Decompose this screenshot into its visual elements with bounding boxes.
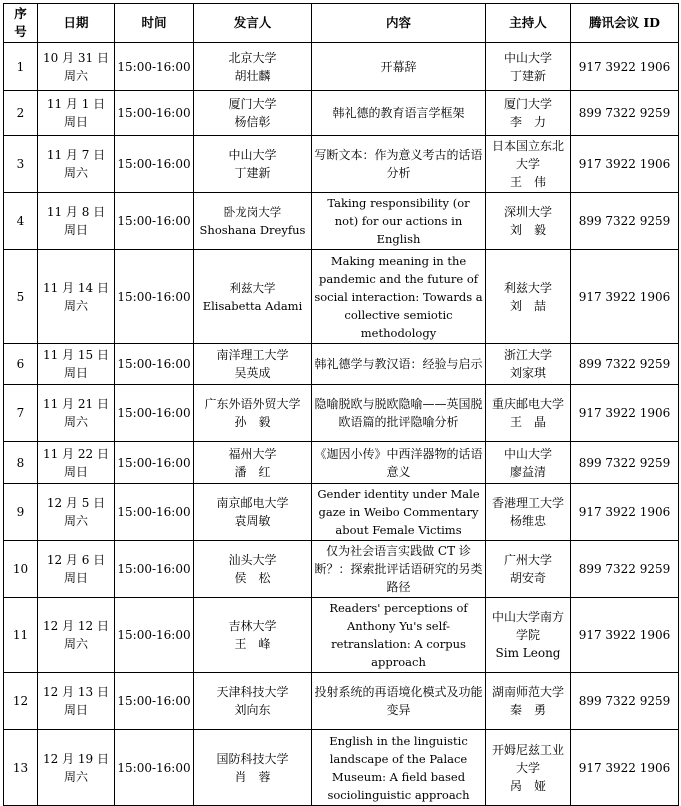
row-meeting-id: 899 7322 9259 (571, 91, 679, 136)
row-content: 《迦因小传》中西洋器物的话语意义 (312, 442, 486, 484)
row-host: 湖南师范大学 秦 勇 (486, 673, 571, 730)
row-content: 投射系统的再语境化模式及功能变异 (312, 673, 486, 730)
row-speaker: 天津科技大学 刘向东 (194, 673, 312, 730)
row-date: 11 月 22 日 周日 (38, 442, 115, 484)
row-date: 11 月 8 日 周日 (38, 193, 115, 250)
table-row (4, 730, 679, 806)
row-host: 中山大学 廖益清 (486, 442, 571, 484)
row-content: 写断文本：作为意义考古的话语分析 (312, 136, 486, 193)
row-date: 12 月 5 日 周六 (38, 484, 115, 541)
row-date: 11 月 7 日 周六 (38, 136, 115, 193)
row-date: 10 月 31 日 周六 (38, 43, 115, 91)
row-no: 2 (4, 91, 38, 136)
row-date: 12 月 13 日 周日 (38, 673, 115, 730)
row-time: 15:00-16:00 (115, 193, 194, 250)
row-meeting-id: 917 3922 1906 (571, 250, 679, 344)
row-host: 利兹大学 刘 喆 (486, 250, 571, 344)
row-time: 15:00-16:00 (115, 484, 194, 541)
table-row (4, 541, 679, 598)
row-no: 7 (4, 385, 38, 442)
row-date: 11 月 14 日 周六 (38, 250, 115, 344)
row-date: 12 月 12 日 周六 (38, 598, 115, 673)
table-row (4, 43, 679, 91)
row-speaker: 南京邮电大学 袁周敏 (194, 484, 312, 541)
row-meeting-id: 917 3922 1906 (571, 136, 679, 193)
row-host: 重庆邮电大学 王 晶 (486, 385, 571, 442)
row-speaker: 中山大学 丁建新 (194, 136, 312, 193)
row-no: 1 (4, 43, 38, 91)
row-meeting-id: 917 3922 1906 (571, 598, 679, 673)
row-host: 广州大学 胡安奇 (486, 541, 571, 598)
row-speaker: 福州大学 潘 红 (194, 442, 312, 484)
row-time: 15:00-16:00 (115, 442, 194, 484)
row-no: 11 (4, 598, 38, 673)
table-row (4, 193, 679, 250)
row-date: 11 月 1 日 周日 (38, 91, 115, 136)
row-host: 香港理工大学 杨维忠 (486, 484, 571, 541)
row-time: 15:00-16:00 (115, 91, 194, 136)
row-speaker: 利兹大学 Elisabetta Adami (194, 250, 312, 344)
row-host: 开姆尼兹工业大学 呙 娅 (486, 730, 571, 806)
row-host: 中山大学 丁建新 (486, 43, 571, 91)
header-content: 内容 (312, 4, 486, 43)
table-row (4, 344, 679, 385)
table-row (4, 442, 679, 484)
row-host: 日本国立东北大学 王 伟 (486, 136, 571, 193)
row-host: 中山大学南方学院 Sim Leong (486, 598, 571, 673)
row-content: 韩礼德的教育语言学框架 (312, 91, 486, 136)
row-no: 8 (4, 442, 38, 484)
row-no: 5 (4, 250, 38, 344)
row-time: 15:00-16:00 (115, 598, 194, 673)
row-speaker: 吉林大学 王 峰 (194, 598, 312, 673)
row-content: 韩礼德学与教汉语：经验与启示 (312, 344, 486, 385)
row-meeting-id: 899 7322 9259 (571, 673, 679, 730)
row-time: 15:00-16:00 (115, 385, 194, 442)
row-no: 13 (4, 730, 38, 806)
table-row (4, 250, 679, 344)
row-meeting-id: 917 3922 1906 (571, 43, 679, 91)
row-host: 深圳大学 刘 毅 (486, 193, 571, 250)
row-date: 12 月 6 日 周日 (38, 541, 115, 598)
row-content: Taking responsibility (or not) for our actions in English (312, 193, 486, 250)
row-date: 12 月 19 日 周六 (38, 730, 115, 806)
row-host: 浙江大学 刘家琪 (486, 344, 571, 385)
row-content: Gender identity under Male gaze in Weibo Commentary about Female Victims (312, 484, 486, 541)
header-date: 日期 (38, 4, 115, 43)
table-row (4, 385, 679, 442)
header-no: 序 号 (4, 4, 38, 43)
row-speaker: 厦门大学 杨信彰 (194, 91, 312, 136)
row-no: 4 (4, 193, 38, 250)
row-host: 厦门大学 李 力 (486, 91, 571, 136)
row-time: 15:00-16:00 (115, 344, 194, 385)
row-date: 11 月 21 日 周六 (38, 385, 115, 442)
row-meeting-id: 917 3922 1906 (571, 385, 679, 442)
header-speaker: 发言人 (194, 4, 312, 43)
row-content: English in the linguistic landscape of the Palace Museum: A field based sociolinguistic approach (312, 730, 486, 806)
row-no: 3 (4, 136, 38, 193)
row-no: 9 (4, 484, 38, 541)
row-speaker: 汕头大学 侯 松 (194, 541, 312, 598)
table-row (4, 673, 679, 730)
row-no: 6 (4, 344, 38, 385)
header-host: 主持人 (486, 4, 571, 43)
row-content: Readers' perceptions of Anthony Yu's self-retranslation: A corpus approach (312, 598, 486, 673)
row-meeting-id: 917 3922 1906 (571, 730, 679, 806)
row-meeting-id: 917 3922 1906 (571, 484, 679, 541)
row-meeting-id: 899 7322 9259 (571, 344, 679, 385)
row-time: 15:00-16:00 (115, 673, 194, 730)
row-no: 10 (4, 541, 38, 598)
header-row (4, 4, 679, 43)
schedule-table (3, 3, 679, 806)
row-speaker: 卧龙岗大学 Shoshana Dreyfus (194, 193, 312, 250)
row-time: 15:00-16:00 (115, 541, 194, 598)
row-time: 15:00-16:00 (115, 730, 194, 806)
row-content: 隐喻脱欧与脱欧隐喻——英国脱欧语篇的批评隐喻分析 (312, 385, 486, 442)
table-row (4, 598, 679, 673)
row-speaker: 国防科技大学 肖 蓉 (194, 730, 312, 806)
row-meeting-id: 899 7322 9259 (571, 193, 679, 250)
row-content: Making meaning in the pandemic and the future of social interaction: Towards a collective semiotic methodology (312, 250, 486, 344)
row-content: 开幕辞 (312, 43, 486, 91)
row-meeting-id: 899 7322 9259 (571, 541, 679, 598)
table-row (4, 484, 679, 541)
row-date: 11 月 15 日 周日 (38, 344, 115, 385)
row-speaker: 南洋理工大学 吴英成 (194, 344, 312, 385)
table-row (4, 91, 679, 136)
row-time: 15:00-16:00 (115, 250, 194, 344)
table-row (4, 136, 679, 193)
row-meeting-id: 899 7322 9259 (571, 442, 679, 484)
row-speaker: 北京大学 胡壮麟 (194, 43, 312, 91)
row-content: 仅为社会语言实践做 CT 诊断？：探索批评话语研究的另类路径 (312, 541, 486, 598)
row-time: 15:00-16:00 (115, 136, 194, 193)
row-no: 12 (4, 673, 38, 730)
header-meeting-id: 腾讯会议 ID (571, 4, 679, 43)
row-time: 15:00-16:00 (115, 43, 194, 91)
row-speaker: 广东外语外贸大学 孙 毅 (194, 385, 312, 442)
header-time: 时间 (115, 4, 194, 43)
